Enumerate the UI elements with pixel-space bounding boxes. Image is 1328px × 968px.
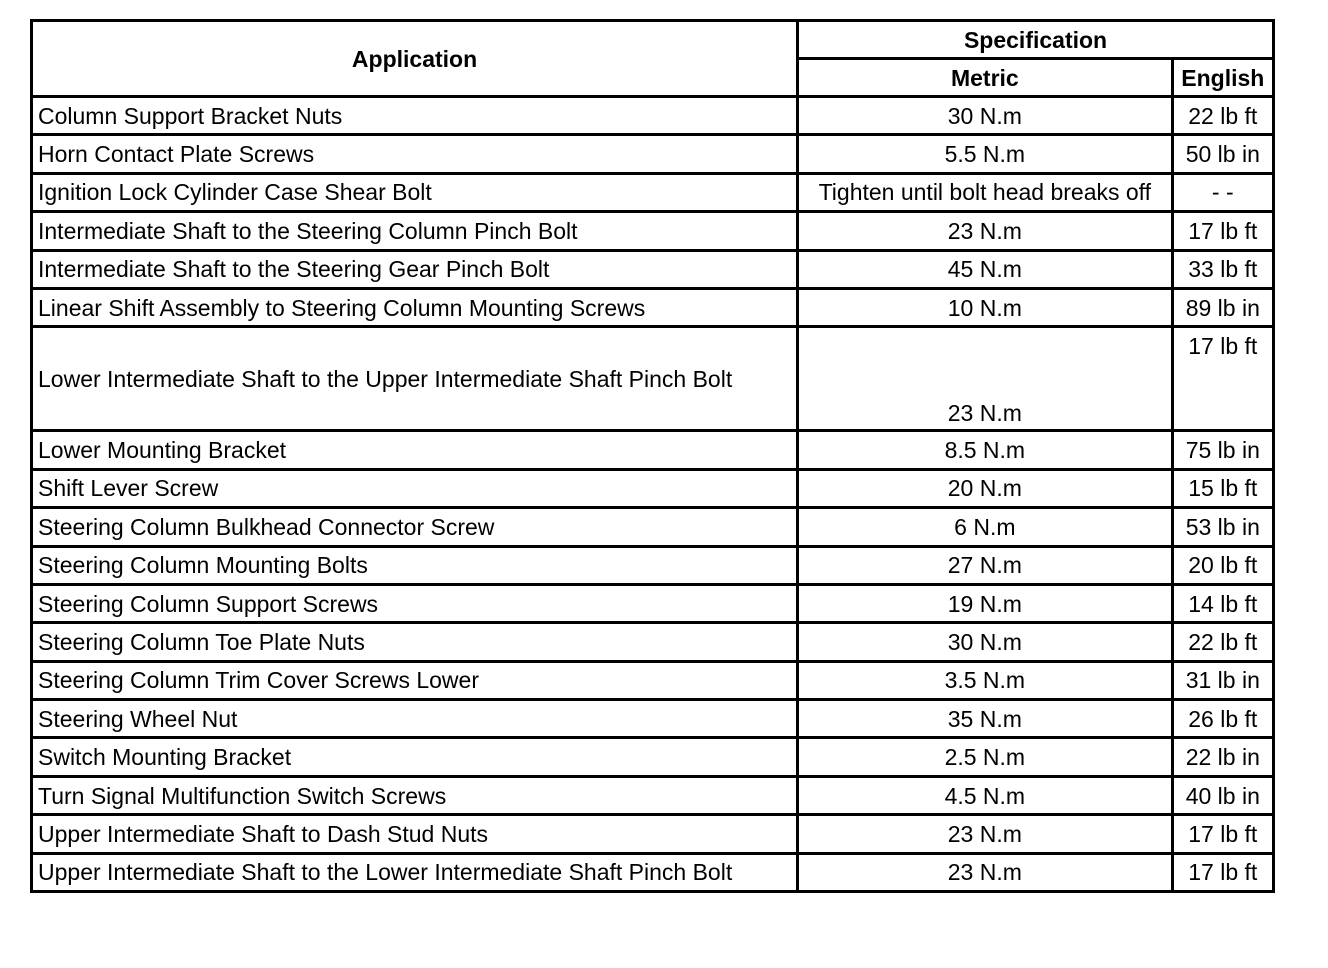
english-cell: 22 lb ft bbox=[1172, 623, 1273, 661]
table-body bbox=[32, 97, 1274, 892]
application-cell: Steering Column Mounting Bolts bbox=[32, 546, 798, 584]
english-cell: 14 lb ft bbox=[1172, 584, 1273, 622]
table-row bbox=[32, 853, 1274, 891]
metric-cell: 6 N.m bbox=[798, 508, 1173, 546]
metric-cell: Tighten until bolt head breaks off bbox=[798, 173, 1173, 211]
metric-cell: 4.5 N.m bbox=[798, 776, 1173, 814]
english-cell: 31 lb in bbox=[1172, 661, 1273, 699]
table-row bbox=[32, 546, 1274, 584]
english-cell: 40 lb in bbox=[1172, 776, 1273, 814]
metric-cell: 5.5 N.m bbox=[798, 135, 1173, 173]
english-cell: 75 lb in bbox=[1172, 431, 1273, 469]
application-cell: Steering Column Toe Plate Nuts bbox=[32, 623, 798, 661]
metric-cell: 45 N.m bbox=[798, 250, 1173, 288]
application-cell: Ignition Lock Cylinder Case Shear Bolt bbox=[32, 173, 798, 211]
application-cell: Shift Lever Screw bbox=[32, 469, 798, 507]
table-row bbox=[32, 815, 1274, 853]
english-header: English bbox=[1172, 59, 1273, 97]
metric-cell: 23 N.m bbox=[798, 327, 1173, 431]
english-cell: 50 lb in bbox=[1172, 135, 1273, 173]
application-cell: Upper Intermediate Shaft to the Lower Intermediate Shaft Pinch Bolt bbox=[32, 853, 798, 891]
english-cell: 89 lb in bbox=[1172, 288, 1273, 326]
metric-cell: 23 N.m bbox=[798, 853, 1173, 891]
english-cell: 17 lb ft bbox=[1172, 853, 1273, 891]
english-cell: 33 lb ft bbox=[1172, 250, 1273, 288]
table-row bbox=[32, 776, 1274, 814]
english-cell: 17 lb ft bbox=[1172, 212, 1273, 250]
table-row bbox=[32, 327, 1274, 431]
application-cell: Steering Column Trim Cover Screws Lower bbox=[32, 661, 798, 699]
metric-cell: 8.5 N.m bbox=[798, 431, 1173, 469]
english-cell: 17 lb ft bbox=[1172, 815, 1273, 853]
metric-cell: 27 N.m bbox=[798, 546, 1173, 584]
english-cell: 53 lb in bbox=[1172, 508, 1273, 546]
table-row bbox=[32, 288, 1274, 326]
english-cell: 22 lb ft bbox=[1172, 97, 1273, 135]
metric-cell: 23 N.m bbox=[798, 212, 1173, 250]
table-header bbox=[32, 21, 1274, 97]
table-row bbox=[32, 469, 1274, 507]
metric-cell: 3.5 N.m bbox=[798, 661, 1173, 699]
table-row bbox=[32, 173, 1274, 211]
metric-cell: 2.5 N.m bbox=[798, 738, 1173, 776]
metric-cell: 23 N.m bbox=[798, 815, 1173, 853]
application-cell: Steering Column Support Screws bbox=[32, 584, 798, 622]
application-cell: Upper Intermediate Shaft to Dash Stud Nuts bbox=[32, 815, 798, 853]
table-row bbox=[32, 135, 1274, 173]
metric-cell: 10 N.m bbox=[798, 288, 1173, 326]
metric-cell: 20 N.m bbox=[798, 469, 1173, 507]
application-cell: Steering Wheel Nut bbox=[32, 700, 798, 738]
application-cell: Column Support Bracket Nuts bbox=[32, 97, 798, 135]
application-cell: Intermediate Shaft to the Steering Gear Pinch Bolt bbox=[32, 250, 798, 288]
english-cell: 15 lb ft bbox=[1172, 469, 1273, 507]
table-row bbox=[32, 584, 1274, 622]
header-row-top bbox=[32, 21, 1274, 59]
metric-cell: 30 N.m bbox=[798, 623, 1173, 661]
table-row bbox=[32, 250, 1274, 288]
table-row bbox=[32, 700, 1274, 738]
torque-spec-table bbox=[30, 19, 1275, 893]
application-cell: Lower Mounting Bracket bbox=[32, 431, 798, 469]
table-row bbox=[32, 661, 1274, 699]
table-row bbox=[32, 508, 1274, 546]
table-row bbox=[32, 738, 1274, 776]
application-cell: Intermediate Shaft to the Steering Column Pinch Bolt bbox=[32, 212, 798, 250]
metric-cell: 19 N.m bbox=[798, 584, 1173, 622]
english-cell: 22 lb in bbox=[1172, 738, 1273, 776]
application-cell: Turn Signal Multifunction Switch Screws bbox=[32, 776, 798, 814]
english-cell: 26 lb ft bbox=[1172, 700, 1273, 738]
metric-header: Metric bbox=[798, 59, 1173, 97]
table-row bbox=[32, 97, 1274, 135]
application-cell: Lower Intermediate Shaft to the Upper Intermediate Shaft Pinch Bolt bbox=[32, 327, 798, 431]
specification-header: Specification bbox=[798, 21, 1274, 59]
application-cell: Steering Column Bulkhead Connector Screw bbox=[32, 508, 798, 546]
application-header: Application bbox=[32, 21, 798, 97]
metric-cell: 30 N.m bbox=[798, 97, 1173, 135]
application-cell: Horn Contact Plate Screws bbox=[32, 135, 798, 173]
metric-cell: 35 N.m bbox=[798, 700, 1173, 738]
english-cell: 17 lb ft bbox=[1172, 327, 1273, 431]
english-cell: 20 lb ft bbox=[1172, 546, 1273, 584]
application-cell: Linear Shift Assembly to Steering Column Mounting Screws bbox=[32, 288, 798, 326]
english-cell: - - bbox=[1172, 173, 1273, 211]
table-row bbox=[32, 431, 1274, 469]
table-row bbox=[32, 623, 1274, 661]
application-cell: Switch Mounting Bracket bbox=[32, 738, 798, 776]
table-row bbox=[32, 212, 1274, 250]
